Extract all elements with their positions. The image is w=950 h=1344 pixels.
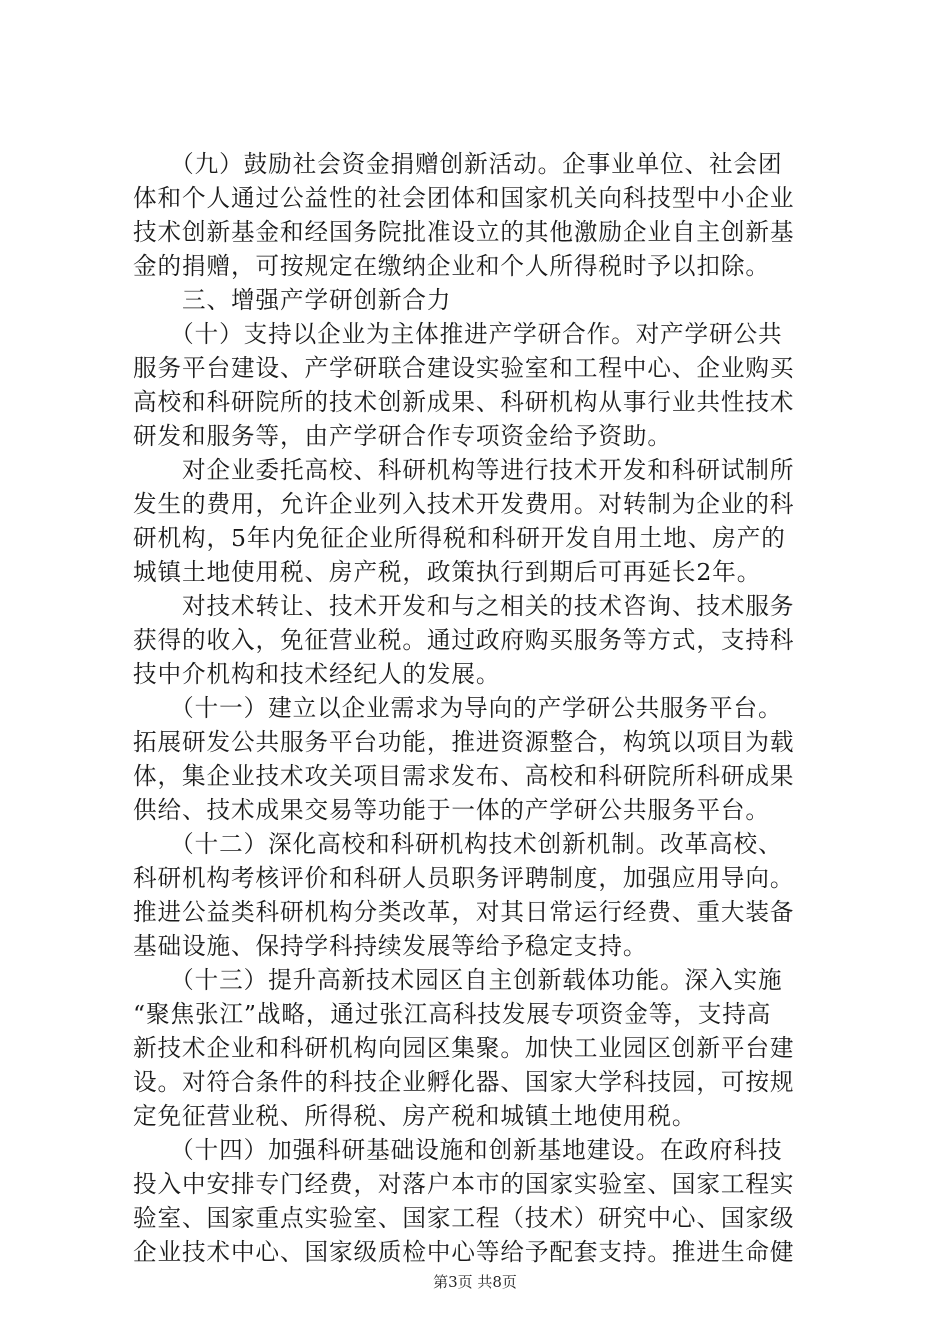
text-line: 投入中安排专门经费，对落户本市的国家实验室、国家工程实 [133, 1170, 795, 1198]
text-line: 推进公益类科研机构分类改革，对其日常运行经费、重大装备 [133, 898, 795, 926]
text-line: 研机构，5年内免征企业所得税和科研开发自用土地、房产的 [133, 524, 786, 552]
text-line: 技术创新基金和经国务院批准设立的其他激励企业自主创新基 [133, 218, 795, 246]
text-line: 科研机构考核评价和科研人员职务评聘制度，加强应用导向。 [133, 864, 795, 892]
document-body [133, 147, 833, 1269]
text-line: 发生的费用，允许企业列入技术开发费用。对转制为企业的科 [133, 490, 795, 518]
text-line: 研发和服务等，由产学研合作专项资金给予资助。 [133, 422, 672, 450]
text-line: 体，集企业技术攻关项目需求发布、高校和科研院所科研成果 [133, 762, 795, 790]
section-heading: 三、增强产学研创新合力 [133, 286, 452, 314]
text-line: 企业技术中心、国家级质检中心等给予配套支持。推进生命健 [133, 1238, 795, 1266]
text-line: （十二）深化高校和科研机构技术创新机制。改革高校、 [133, 830, 783, 858]
page-number-footer: 第3页 共8页 [433, 1273, 517, 1291]
text-line: 服务平台建设、产学研联合建设实验室和工程中心、企业购买 [133, 354, 795, 382]
text-line: 新技术企业和科研机构向园区集聚。加快工业园区创新平台建 [133, 1034, 795, 1062]
text-line: 供给、技术成果交易等功能于一体的产学研公共服务平台。 [133, 796, 770, 824]
text-line: 验室、国家重点实验室、国家工程（技术）研究中心、国家级 [133, 1204, 795, 1232]
text-line: 金的捐赠，可按规定在缴纳企业和个人所得税时予以扣除。 [133, 252, 770, 280]
text-line: 基础设施、保持学科持续发展等给予稳定支持。 [133, 932, 648, 960]
text-line: （十四）加强科研基础设施和创新基地建设。在政府科技 [133, 1136, 783, 1164]
text-line: 获得的收入，免征营业税。通过政府购买服务等方式，支持科 [133, 626, 795, 654]
text-line: 城镇土地使用税、房产税，政策执行到期后可再延长2年。 [133, 558, 762, 586]
text-line: 体和个人通过公益性的社会团体和国家机关向科技型中小企业 [133, 184, 795, 212]
text-line: 拓展研发公共服务平台功能，推进资源整合，构筑以项目为载 [133, 728, 795, 756]
text-line: 对技术转让、技术开发和与之相关的技术咨询、技术服务 [133, 592, 795, 620]
text-line: 对企业委托高校、科研机构等进行技术开发和科研试制所 [133, 456, 795, 484]
text-line: （九）鼓励社会资金捐赠创新活动。企事业单位、社会团 [133, 150, 783, 178]
text-line: （十）支持以企业为主体推进产学研合作。对产学研公共 [133, 320, 783, 348]
text-line: 定免征营业税、所得税、房产税和城镇土地使用税。 [133, 1102, 697, 1130]
text-line: 高校和科研院所的技术创新成果、科研机构从事行业共性技术 [133, 388, 795, 416]
text-line: （十一）建立以企业需求为导向的产学研公共服务平台。 [133, 694, 783, 722]
text-line: 设。对符合条件的科技企业孵化器、国家大学科技园，可按规 [133, 1068, 795, 1096]
text-line: “聚焦张江”战略，通过张江高科技发展专项资金等，支持高 [133, 1000, 772, 1028]
text-line: 技中介机构和技术经纪人的发展。 [133, 660, 501, 688]
text-line: （十三）提升高新技术园区自主创新载体功能。深入实施 [133, 966, 783, 994]
